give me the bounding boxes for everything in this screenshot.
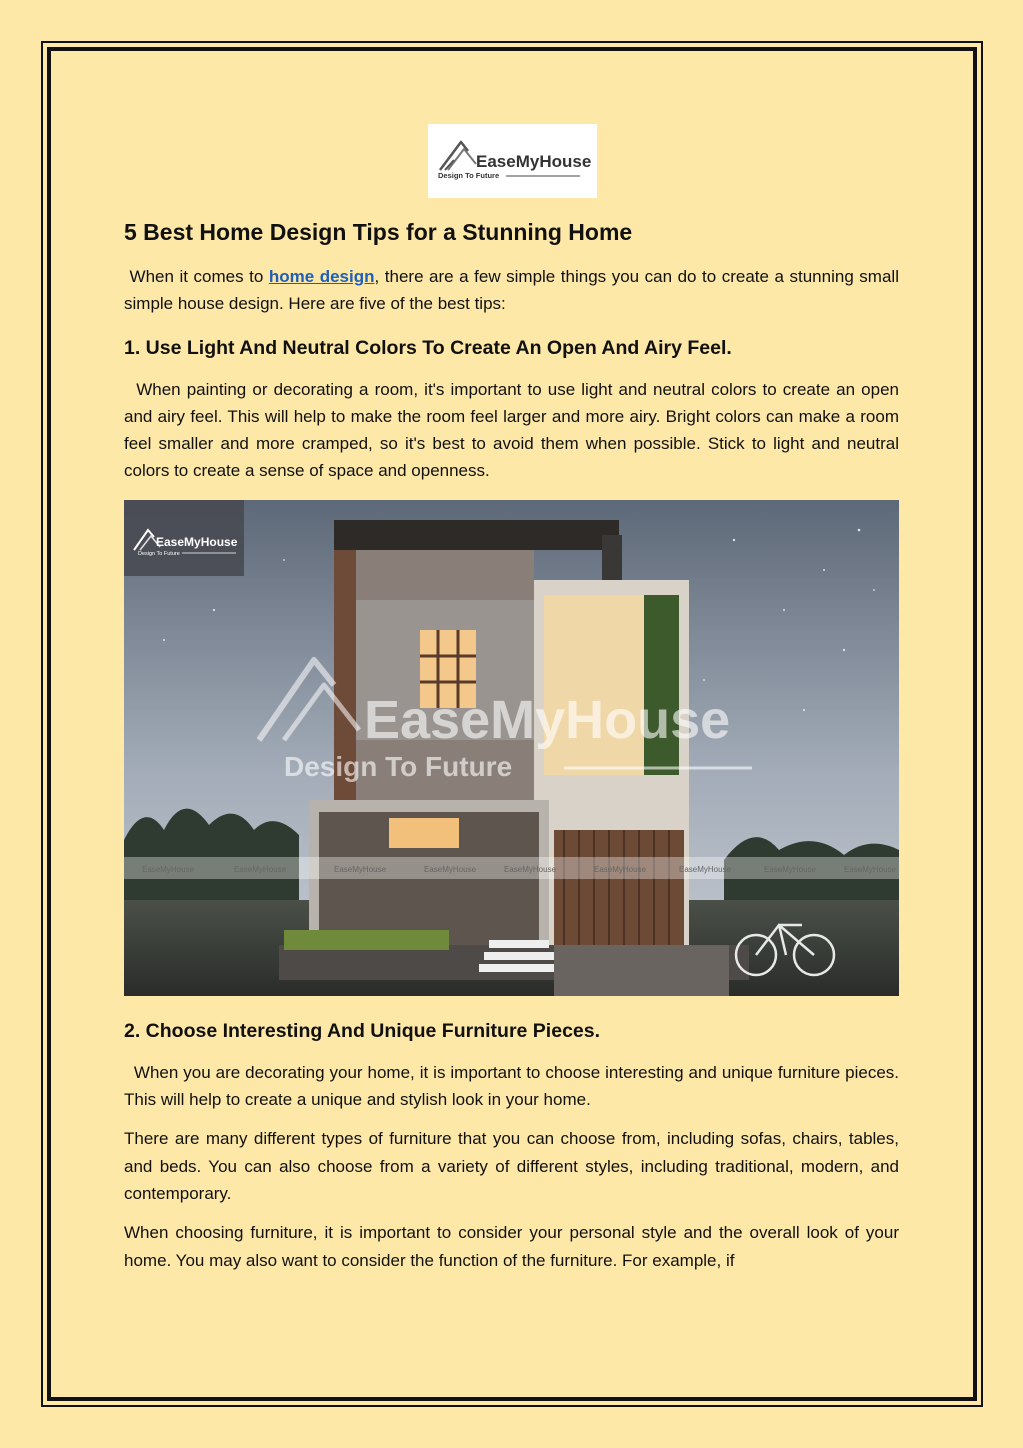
section-2-paragraph-1: [124, 1059, 899, 1114]
logo-tagline: Design To Future: [438, 171, 500, 180]
page-title: 5 Best Home Design Tips for a Stunning Home: [124, 219, 633, 245]
watermark-name: EaseMyHouse: [364, 689, 731, 750]
logo-wordmark: EaseMyHouse: [476, 152, 592, 171]
strip-label-7: EaseMyHouse: [679, 864, 732, 874]
house-photo: [124, 500, 899, 996]
strip-label-9: EaseMyHouse: [844, 864, 897, 874]
section-2-paragraph-3: When choosing furniture, it is important to consider your personal style and the overall look of your home. You may also want to consider the function of the furniture. For example, if: [124, 1223, 899, 1270]
section-1-paragraph: [124, 376, 899, 485]
section-1-heading: 1. Use Light And Neutral Colors To Create An Open And Airy Feel.: [124, 336, 732, 359]
watermark-tagline: Design To Future: [284, 750, 513, 782]
intro-paragraph: [124, 263, 899, 318]
strip-label-5: EaseMyHouse: [504, 864, 557, 874]
home-design-link[interactable]: home design: [268, 267, 375, 286]
section-2-text-1: When you are decorating your home, it is important to choose interesting and unique furniture pieces. This will help to create a unique and stylish look in your home.: [124, 1062, 899, 1110]
intro-text-after: , there are a few simple things you can do to create a stunning small simple house design. Here are five of the best tips:: [124, 267, 899, 314]
article-body: [124, 214, 899, 1286]
corner-logo-name: EaseMyHouse: [156, 534, 238, 549]
strip-label-3: EaseMyHouse: [334, 864, 387, 874]
intro-text-before: When it comes to: [129, 267, 269, 286]
section-2-paragraph-2: There are many different types of furniture that you can choose from, including sofas, chairs, tables, and beds. You can also choose from a variety of different styles, including traditional, modern, and contemporary.: [124, 1129, 899, 1203]
strip-label-1: EaseMyHouse: [142, 864, 195, 874]
section-1-text: When painting or decorating a room, it's important to use light and neutral colors to create an open and airy feel. This will help to make the room feel larger and more airy. Bright colors can make a room feel smaller and more cramped, so it's best to avoid them when possible. Stick to light and neutral colors to create a sense of space and openness.: [124, 379, 899, 481]
section-2-heading: 2. Choose Interesting And Unique Furniture Pieces.: [124, 1019, 601, 1042]
corner-logo-tagline: Design To Future: [138, 550, 180, 557]
house-logo-icon: [428, 124, 597, 198]
strip-label-2: EaseMyHouse: [234, 864, 287, 874]
strip-label-4: EaseMyHouse: [424, 864, 477, 874]
brand-logo: [428, 124, 597, 198]
strip-label-8: EaseMyHouse: [764, 864, 817, 874]
strip-label-6: EaseMyHouse: [594, 864, 647, 874]
